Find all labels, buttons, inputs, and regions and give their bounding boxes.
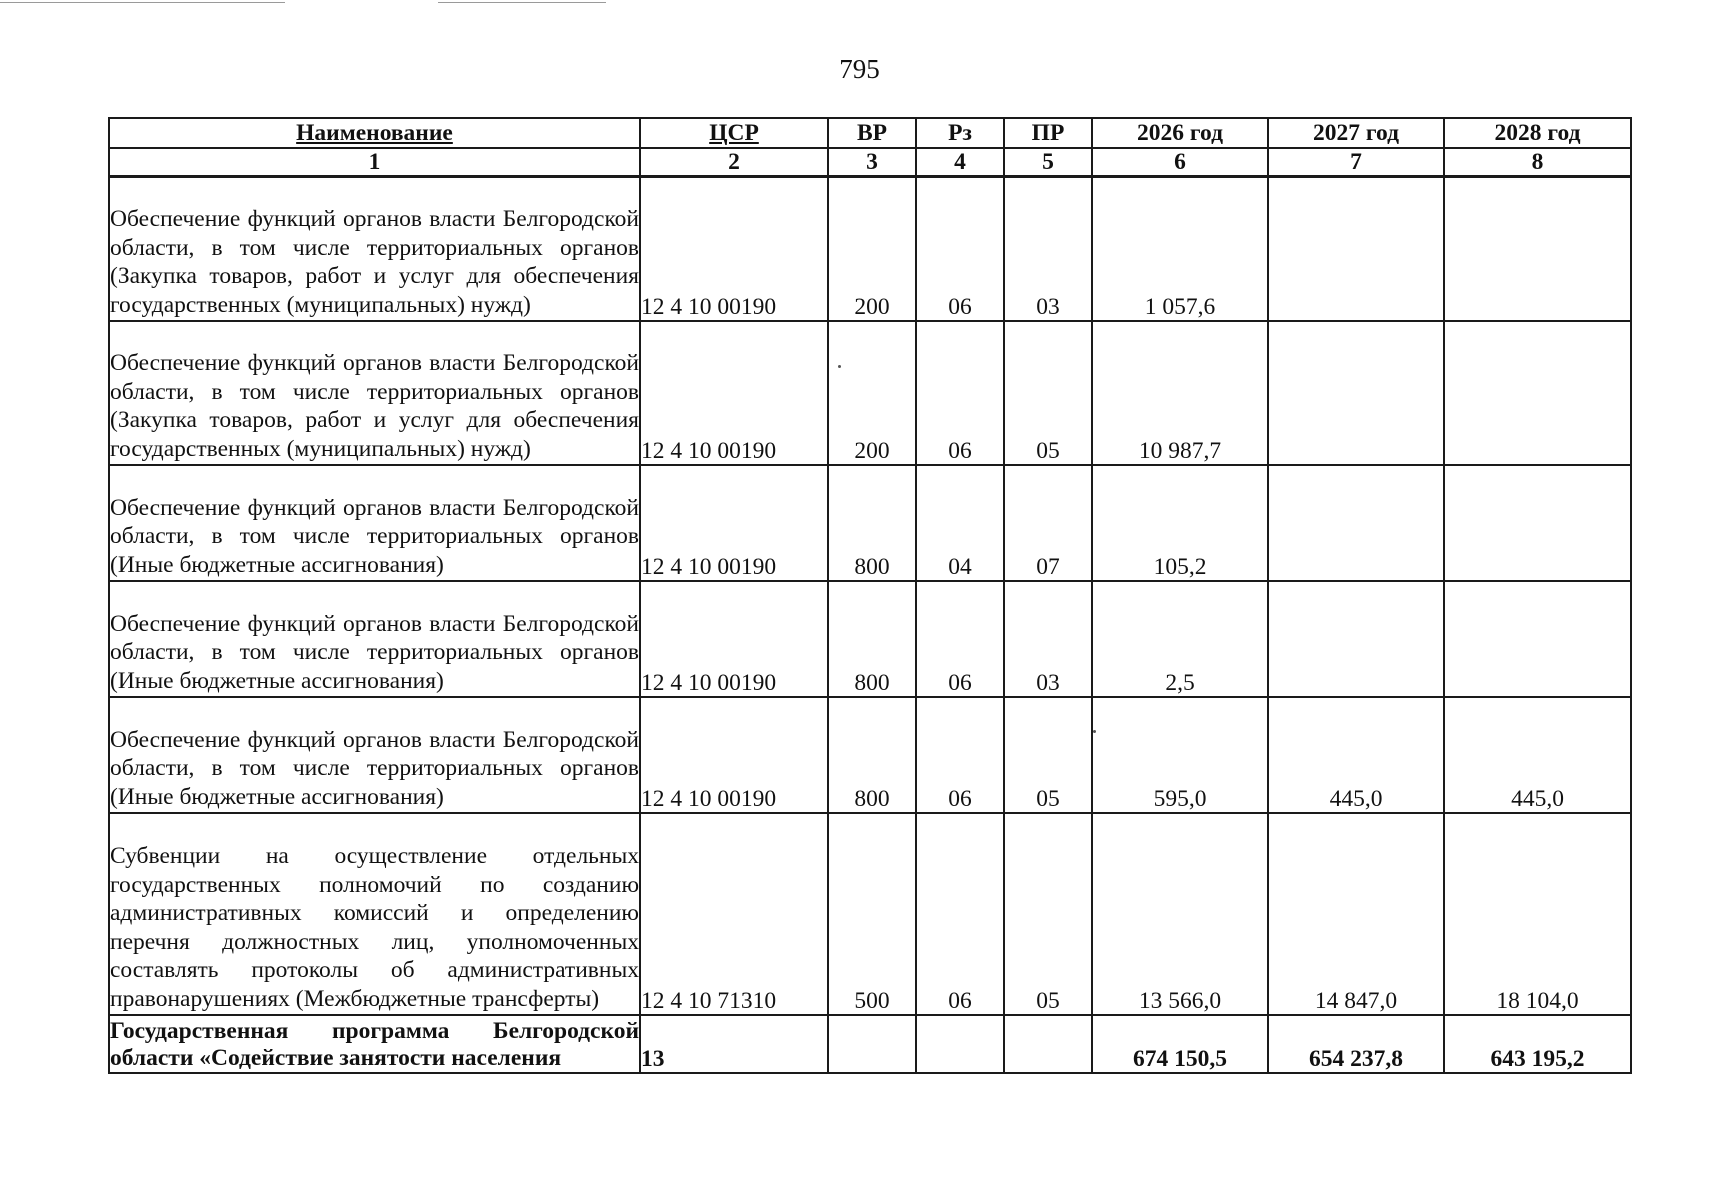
row-2027: [1268, 177, 1444, 321]
row-pr: 05: [1004, 697, 1092, 813]
row-csr: 12 4 10 00190: [640, 177, 828, 321]
row-csr: 12 4 10 00190: [640, 465, 828, 581]
header-rz: Рз: [916, 118, 1004, 148]
row-csr: 12 4 10 71310: [640, 813, 828, 1015]
row-pr: 03: [1004, 581, 1092, 697]
row-pr: 05: [1004, 321, 1092, 465]
scan-edge-line-right: [438, 2, 606, 3]
column-number-5: 5: [1004, 148, 1092, 177]
row-vr: 800: [828, 697, 916, 813]
row-rz: 06: [916, 697, 1004, 813]
table-row: [109, 581, 1631, 697]
row-name: Обеспечение функций органов власти Белгородской области, в том числе территориальных органов (Закупка товаров, работ и услуг для обеспечения государственных (муниципальных) нужд): [109, 321, 640, 465]
row-vr: 500: [828, 813, 916, 1015]
table-row-program-total: [109, 1015, 1631, 1073]
row-2026: 10 987,7: [1092, 321, 1268, 465]
table-row: [109, 465, 1631, 581]
page-number: 795: [839, 54, 880, 84]
row-pr: [1004, 1015, 1092, 1073]
scan-speck: [1093, 730, 1096, 733]
row-csr: 13: [640, 1015, 828, 1073]
row-2027: 14 847,0: [1268, 813, 1444, 1015]
table-row: [109, 813, 1631, 1015]
row-vr: 200: [828, 177, 916, 321]
row-vr: [828, 1015, 916, 1073]
table-row: [109, 321, 1631, 465]
row-csr: 12 4 10 00190: [640, 581, 828, 697]
row-rz: 06: [916, 321, 1004, 465]
row-name: Обеспечение функций органов власти Белгородской области, в том числе территориальных органов (Иные бюджетные ассигнования): [109, 581, 640, 697]
row-pr: 03: [1004, 177, 1092, 321]
column-number-8: 8: [1444, 148, 1631, 177]
row-2028: 18 104,0: [1444, 813, 1631, 1015]
row-name: Субвенции на осуществление отдельных государственных полномочий по созданию административных комиссий и определению перечня должностных лиц, уполномоченных составлять протоколы об административных правонарушениях (Межбюджетные трансферты): [109, 813, 640, 1015]
header-2028: 2028 год: [1444, 118, 1631, 148]
row-csr: 12 4 10 00190: [640, 321, 828, 465]
row-2026: 674 150,5: [1092, 1015, 1268, 1073]
row-2028: [1444, 321, 1631, 465]
scan-edge-line-left: [0, 2, 285, 3]
header-vr: ВР: [828, 118, 916, 148]
row-2028: [1444, 177, 1631, 321]
row-2027: [1268, 465, 1444, 581]
column-number-row: [109, 148, 1631, 177]
column-number-1: 1: [109, 148, 640, 177]
row-vr: 200: [828, 321, 916, 465]
row-csr: 12 4 10 00190: [640, 697, 828, 813]
row-2028: [1444, 581, 1631, 697]
row-rz: 06: [916, 813, 1004, 1015]
row-rz: 06: [916, 581, 1004, 697]
row-name: Обеспечение функций органов власти Белгородской области, в том числе территориальных органов (Закупка товаров, работ и услуг для обеспечения государственных (муниципальных) нужд): [109, 177, 640, 321]
row-2026: 1 057,6: [1092, 177, 1268, 321]
header-name: Наименование: [109, 118, 640, 148]
column-number-2: 2: [640, 148, 828, 177]
header-row: [109, 118, 1631, 148]
row-2027: 445,0: [1268, 697, 1444, 813]
column-number-4: 4: [916, 148, 1004, 177]
row-2027: [1268, 581, 1444, 697]
row-rz: [916, 1015, 1004, 1073]
row-rz: 06: [916, 177, 1004, 321]
column-number-3: 3: [828, 148, 916, 177]
row-name: Обеспечение функций органов власти Белгородской области, в том числе территориальных органов (Иные бюджетные ассигнования): [109, 697, 640, 813]
budget-table: [108, 117, 1632, 1074]
row-2028: 445,0: [1444, 697, 1631, 813]
column-number-7: 7: [1268, 148, 1444, 177]
header-2027: 2027 год: [1268, 118, 1444, 148]
row-2028: 643 195,2: [1444, 1015, 1631, 1073]
row-2027: [1268, 321, 1444, 465]
row-2028: [1444, 465, 1631, 581]
row-2026: 105,2: [1092, 465, 1268, 581]
header-csr: ЦСР: [640, 118, 828, 148]
row-pr: 07: [1004, 465, 1092, 581]
row-name: Государственная программа Белгородской области «Содействие занятости населения: [109, 1015, 640, 1073]
header-pr: ПР: [1004, 118, 1092, 148]
table-row: [109, 697, 1631, 813]
row-name: Обеспечение функций органов власти Белгородской области, в том числе территориальных органов (Иные бюджетные ассигнования): [109, 465, 640, 581]
row-pr: 05: [1004, 813, 1092, 1015]
row-rz: 04: [916, 465, 1004, 581]
header-2026: 2026 год: [1092, 118, 1268, 148]
row-2026: 13 566,0: [1092, 813, 1268, 1015]
row-2026: 2,5: [1092, 581, 1268, 697]
scan-speck: [838, 365, 841, 368]
column-number-6: 6: [1092, 148, 1268, 177]
row-2027: 654 237,8: [1268, 1015, 1444, 1073]
row-vr: 800: [828, 465, 916, 581]
table-row: [109, 177, 1631, 321]
row-2026: 595,0: [1092, 697, 1268, 813]
row-vr: 800: [828, 581, 916, 697]
